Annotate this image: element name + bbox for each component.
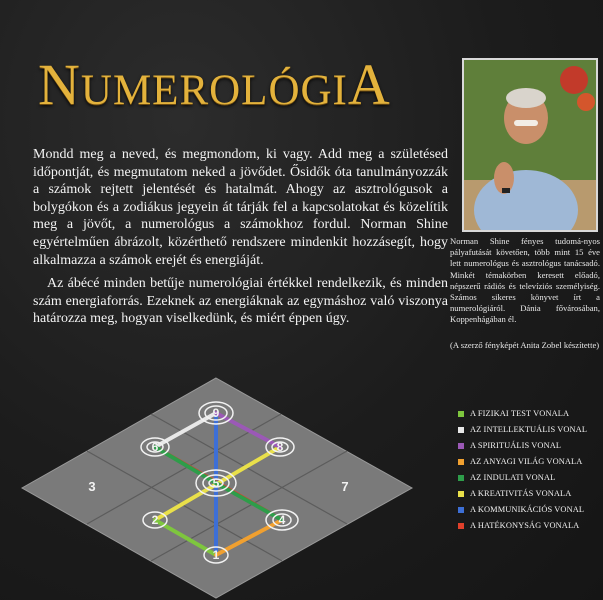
legend-item: AZ INDULATI VONAL — [458, 470, 603, 486]
board-number-9: 9 — [212, 406, 220, 420]
photo-credit: (A szerző fényképét Anita Zobel készítette) — [450, 340, 600, 350]
board-number-6: 6 — [151, 440, 159, 454]
legend-item: A KREATIVITÁS VONALA — [458, 486, 603, 502]
legend-swatch — [458, 491, 464, 497]
legend-swatch — [458, 427, 464, 433]
legend-swatch — [458, 443, 464, 449]
blurb-paragraph-1: Mondd meg a neved, és megmondom, ki vagy. Add meg a születésed időpontját, és megmutatom neked a jövődet. Ősidők óta tanulmányozzák a számok rejtett jelentését és hatalmát. Ahogy az asztrológusok a bolygókon és a zodiákus jegyein át tárják fel a kapcsolatokat és közelítik meg a jövőt, a numerológus a számokhoz fordul. Norman Shine egyértelműen ábrázolt, közérthető rendszere mindenkit hozzásegít, hogy alkalmazza a számok erejét és energiáját. — [33, 147, 448, 268]
board-number-7: 7 — [341, 479, 349, 494]
board-number-2: 2 — [151, 513, 159, 527]
board-number-1: 1 — [212, 548, 220, 562]
board-number-5: 5 — [212, 476, 220, 490]
legend-item: A KOMMUNIKÁCIÓS VONAL — [458, 502, 603, 518]
legend-item: AZ INTELLEKTUÁLIS VONAL — [458, 422, 603, 438]
legend-item: A SPIRITUÁLIS VONAL — [458, 438, 603, 454]
author-photo — [462, 58, 598, 232]
numerology-board — [0, 370, 450, 600]
book-title — [38, 52, 458, 117]
legend-item: AZ ANYAGI VILÁG VONALA — [458, 454, 603, 470]
legend-item: A HATÉKONYSÁG VONALA — [458, 518, 603, 534]
legend-swatch — [458, 507, 464, 513]
blurb-paragraph-2: Az ábécé minden betűje numerológiai értékkel rendelkezik, és minden szám energiaforrás. Ezeknek az energiáknak az egymáshoz való viszonya határozza meg, hogyan viselkedünk, és miért éppen úgy. — [33, 276, 448, 327]
legend-item: A FIZIKAI TEST VONALA — [458, 406, 603, 422]
title-first-letter: N — [38, 52, 81, 117]
legend-swatch — [458, 475, 464, 481]
blurb — [33, 146, 448, 334]
legend-swatch — [458, 523, 464, 529]
board-number-8: 8 — [276, 440, 284, 454]
title-last-letter: A — [347, 52, 391, 117]
legend-swatch — [458, 411, 464, 417]
board-number-4: 4 — [278, 513, 286, 527]
board-number-3: 3 — [88, 479, 96, 494]
author-caption: Norman Shine fényes tudomá-nyos pályafutását követően, több mint 15 éve lett numerológus és asztrológus tanácsadó. Minkét témakörben keresett előadó, népszerű rádiós és televíziós személyiség. Számos sikeres könyvet írt a numerológiáról. Dánia fővárosában, Koppenhágában él. — [450, 236, 600, 325]
legend-swatch — [458, 459, 464, 465]
title-middle: UMEROLÓGI — [80, 67, 348, 114]
line-legend — [458, 406, 603, 534]
